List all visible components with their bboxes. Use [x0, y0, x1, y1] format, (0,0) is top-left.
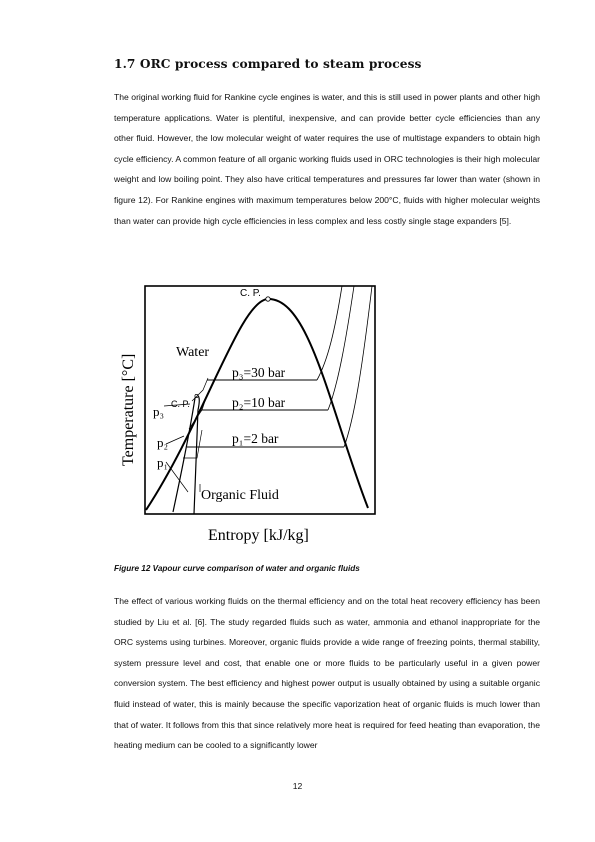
isobar-label-p3: p₃=30 bar — [232, 365, 286, 380]
isobar-label-p2: p₂=10 bar — [232, 395, 286, 410]
ts-diagram-figure — [110, 280, 380, 550]
page-number: 12 — [292, 781, 303, 791]
water-critical-point — [266, 297, 270, 301]
organic-isobar-p1-label: p₁ — [157, 455, 169, 470]
organic-critical-point — [195, 394, 198, 397]
body-paragraph-2: The effect of various working fluids on the thermal efficiency and on the total heat recovery efficiency has been studied by Liu et al. [6]. The study regarded fluids such as water, ammonia and ethanol inappropriate for the ORC systems using turbines. Moreover, organic fluids provide a wide range of freezing points, thermal stability, system pressure level and cost, that enable one or more fluids to be particularly useful in a given power conversion system. The best efficiency and highest power output is usually obtained by using a suitable organic fluid instead of water, this is mainly because the specific vaporization heat of organic fluids is much lower than that of water. It follows from this that since relatively more heat is required for feed heating than evaporation, the heating medium can be cooled to a significantly lower — [114, 596, 540, 751]
x-axis-label: Entropy [kJ/kg] — [208, 527, 309, 544]
organic-fluid-label: Organic Fluid — [201, 488, 279, 503]
water-label: Water — [176, 345, 210, 360]
y-axis-label: Temperature [°C] — [120, 353, 137, 466]
organic-isobar-p3-label: p₃ — [153, 404, 165, 419]
water-cp-label: C. P. — [240, 288, 261, 299]
section-heading: 1.7 ORC process compared to steam process — [114, 57, 422, 71]
body-paragraph-1: The original working fluid for Rankine cycle engines is water, and this is still used in power plants and other high temperature applications. Water is plentiful, inexpensive, and can provide better cycle efficiencies than any other fluid. However, the low molecular weight of water requires the use of multistage expanders to obtain high cycle efficiency. A common feature of all organic working fluids used in ORC technologies is their high molecular weight and low boiling point. They also have critical temperatures and pressures far lower than water (shown in figure 12). For Rankine engines with maximum temperatures below 200°C, fluids with higher molecular weights than water can provide high cycle efficiencies in less complex and less costly single stage expanders [5]. — [114, 92, 540, 226]
organic-cp-label: C. P. — [171, 399, 190, 409]
ts-diagram — [110, 280, 380, 550]
organic-isobar-p2-label: p₂ — [157, 435, 169, 450]
isobar-label-p1: p₁=2 bar — [232, 431, 279, 446]
figure-caption: Figure 12 Vapour curve comparison of water and organic fluids — [114, 564, 360, 573]
